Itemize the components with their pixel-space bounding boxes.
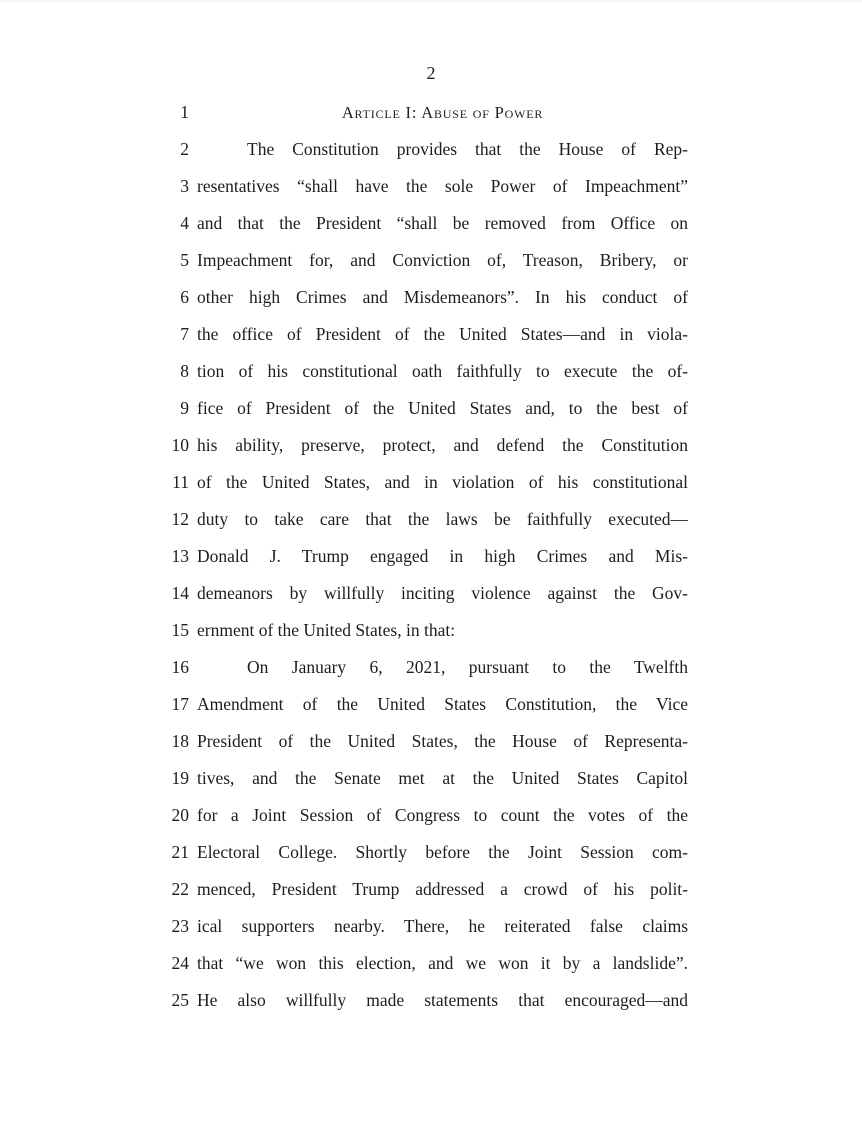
line-text: tion of his constitutional oath faithfully to execute the of- — [197, 361, 688, 381]
line-row — [0, 279, 862, 316]
line-text: tives, and the Senate met at the United States Capitol — [197, 768, 688, 788]
line-number: 3 — [180, 176, 189, 196]
line-number: 13 — [171, 546, 189, 566]
line-number: 19 — [171, 768, 189, 788]
line-text: President of the United States, the House of Representa- — [197, 731, 688, 751]
line-row — [0, 686, 862, 723]
line-number: 17 — [171, 694, 189, 714]
line-row — [0, 501, 862, 538]
line-row — [0, 612, 862, 649]
line-number: 14 — [171, 583, 189, 603]
line-text: Impeachment for, and Conviction of, Treason, Bribery, or — [197, 250, 688, 270]
page-number: 2 — [426, 63, 436, 83]
line-number: 12 — [171, 509, 189, 529]
line-row — [0, 797, 862, 834]
line-text: resentatives “shall have the sole Power of Impeachment” — [197, 176, 688, 196]
line-row — [0, 131, 862, 168]
line-row — [0, 649, 862, 686]
line-number: 6 — [180, 287, 189, 307]
line-text: On January 6, 2021, pursuant to the Twelfth — [247, 657, 688, 677]
line-text: of the United States, and in violation of his constitutional — [197, 472, 688, 492]
line-text: Electoral College. Shortly before the Joint Session com- — [197, 842, 688, 862]
line-number: 5 — [180, 250, 189, 270]
line-row — [0, 390, 862, 427]
line-row — [0, 760, 862, 797]
line-number: 25 — [171, 990, 189, 1010]
page-top-edge — [0, 0, 862, 2]
line-row — [0, 353, 862, 390]
line-row — [0, 575, 862, 612]
line-number: 1 — [180, 102, 189, 122]
line-row — [0, 427, 862, 464]
line-row — [0, 205, 862, 242]
line-text: that “we won this election, and we won it by a landslide”. — [197, 953, 688, 973]
line-text: Amendment of the United States Constitution, the Vice — [197, 694, 688, 714]
line-row — [0, 316, 862, 353]
line-number: 20 — [171, 805, 189, 825]
line-row — [0, 982, 862, 1019]
line-text: his ability, preserve, protect, and defend the Constitution — [197, 435, 688, 455]
line-number: 16 — [171, 657, 189, 677]
line-row — [0, 94, 862, 131]
line-text: The Constitution provides that the House of Rep- — [247, 139, 688, 159]
line-row — [0, 723, 862, 760]
line-row — [0, 464, 862, 501]
line-text: menced, President Trump addressed a crowd of his polit- — [197, 879, 688, 899]
line-text: fice of President of the United States and, to the best of — [197, 398, 688, 418]
line-text: Donald J. Trump engaged in high Crimes and Mis- — [197, 546, 688, 566]
line-row — [0, 871, 862, 908]
line-row — [0, 242, 862, 279]
line-text: demeanors by willfully inciting violence against the Gov- — [197, 583, 688, 603]
line-number: 15 — [171, 620, 189, 640]
line-row — [0, 834, 862, 871]
line-row — [0, 945, 862, 982]
line-number: 10 — [171, 435, 189, 455]
line-number: 4 — [180, 213, 189, 233]
line-row — [0, 538, 862, 575]
line-text: He also willfully made statements that encouraged—and — [197, 990, 688, 1010]
line-number: 23 — [171, 916, 189, 936]
line-number: 11 — [172, 472, 189, 492]
line-text: the office of President of the United States—and in viola- — [197, 324, 688, 344]
line-row — [0, 908, 862, 945]
line-number: 24 — [171, 953, 189, 973]
line-text: duty to take care that the laws be faithfully executed— — [197, 509, 688, 529]
line-number: 21 — [171, 842, 189, 862]
line-row — [0, 168, 862, 205]
line-number: 8 — [180, 361, 189, 381]
line-text: ical supporters nearby. There, he reiterated false claims — [197, 916, 688, 936]
line-text: for a Joint Session of Congress to count the votes of the — [197, 805, 688, 825]
line-text: ernment of the United States, in that: — [197, 620, 456, 640]
line-number: 2 — [180, 139, 189, 159]
line-text: other high Crimes and Misdemeanors”. In his conduct of — [197, 287, 688, 307]
line-text: and that the President “shall be removed from Office on — [197, 213, 688, 233]
line-number: 22 — [171, 879, 189, 899]
line-text: Article I: Abuse of Power — [341, 103, 544, 122]
document-lines — [0, 94, 862, 1019]
line-number: 9 — [180, 398, 189, 418]
line-number: 18 — [171, 731, 189, 751]
line-number: 7 — [180, 324, 189, 344]
